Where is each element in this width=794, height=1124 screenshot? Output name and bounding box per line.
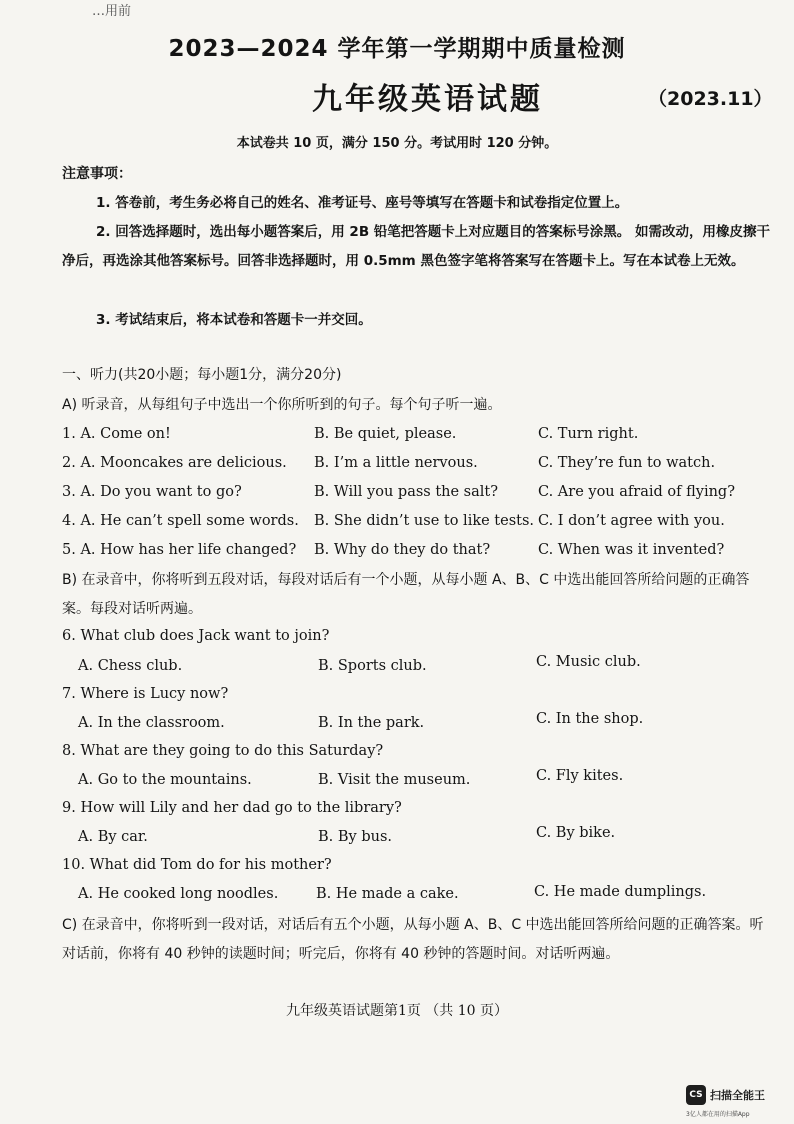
scanner-watermark (686, 1085, 786, 1121)
note-item: 3. 考试结束后，将本试卷和答题卡一并交回。 (96, 312, 372, 328)
notes-title: 注意事项： (62, 166, 132, 182)
option-a: A. He cooked long noodles. (78, 886, 279, 902)
question: 9. How will Lily and her dad go to the library? (62, 800, 402, 816)
section-heading: 一、听力(共20小题；每小题1分，满分20分) (62, 367, 342, 383)
option-c: C. He made dumplings. (534, 884, 707, 900)
watermark-tagline: 3亿人都在用的扫描App (686, 1111, 750, 1118)
part-a-row (62, 455, 762, 479)
option-a: A. Chess club. (78, 658, 183, 674)
part-a-row (62, 426, 762, 450)
option-c: C. I don’t agree with you. (538, 513, 725, 529)
option-a: 1. A. Come on! (62, 426, 171, 442)
option-a: A. In the classroom. (78, 715, 225, 731)
option-b: B. Will you pass the salt? (314, 484, 499, 500)
exam-date: （2023.11） (648, 88, 773, 110)
option-a: 3. A. Do you want to go? (62, 484, 242, 500)
part-a-row (62, 513, 762, 537)
part-a-instruction: A) 听录音，从每组句子中选出一个你所听到的句子。每个句子听一遍。 (62, 397, 502, 413)
option-c: C. Are you afraid of flying? (538, 484, 735, 500)
option-c: C. Music club. (536, 654, 641, 670)
exam-summary: 本试卷共 10 页，满分 150 分。考试用时 120 分钟。 (236, 136, 558, 151)
option-c: C. Turn right. (538, 426, 639, 442)
option-b: B. Visit the museum. (318, 772, 471, 788)
option-a: 2. A. Mooncakes are delicious. (62, 455, 287, 471)
option-c: C. Fly kites. (536, 768, 624, 784)
question: 8. What are they going to do this Saturday? (62, 743, 384, 759)
option-a: A. Go to the mountains. (78, 772, 252, 788)
watermark-name: 扫描全能王 (710, 1089, 765, 1102)
note-item: 1. 答卷前，考生务必将自己的姓名、准考证号、座号等填写在答题卡和试卷指定位置上。 (96, 195, 629, 211)
exam-subject-title: 九年级英语试题 (312, 82, 543, 117)
question: 6. What club does Jack want to join? (62, 628, 330, 644)
option-b: B. Sports club. (318, 658, 427, 674)
option-b: B. Be quiet, please. (314, 426, 457, 442)
option-c: C. When was it invented? (538, 542, 725, 558)
option-b: B. Why do they do that? (314, 542, 491, 558)
part-b-instruction: B) 在录音中，你将听到五段对话，每段对话后有一个小题，从每小题 A、B、C 中选出能回答所给问题的正确答案。每段对话听两遍。 (62, 572, 750, 617)
corner-note: …用前 (92, 4, 132, 19)
option-a: A. By car. (78, 829, 148, 845)
exam-title: 2023—2024 学年第一学期期中质量检测 (168, 36, 626, 62)
option-b: B. She didn’t use to like tests. (314, 513, 535, 529)
option-c: C. By bike. (536, 825, 616, 841)
camscanner-logo-icon: CS (686, 1085, 706, 1105)
option-a: 4. A. He can’t spell some words. (62, 513, 299, 529)
option-b: B. He made a cake. (316, 886, 459, 902)
option-b: B. By bus. (318, 829, 393, 845)
part-c-instruction: C) 在录音中，你将听到一段对话，对话后有五个小题，从每小题 A、B、C 中选出能回答所给问题的正确答案。听对话前，你将有 40 秒钟的读题时间；听完后，你将有 40 秒钟的答题时间。对话听两遍。 (62, 917, 764, 962)
question: 10. What did Tom do for his mother? (62, 857, 332, 873)
option-c: C. They’re fun to watch. (538, 455, 716, 471)
part-a-row (62, 542, 762, 566)
note-item: 2. 回答选择题时，选出每小题答案后，用 2B 铅笔把答题卡上对应题目的答案标号涂黑。 如需改动，用橡皮擦干净后，再选涂其他答案标号。回答非选择题时，用 0.5mm 黑色签字笔将答案写在答题卡上。写在本试卷上无效。 (62, 224, 771, 269)
option-b: B. In the park. (318, 715, 425, 731)
option-a: 5. A. How has her life changed? (62, 542, 297, 558)
question: 7. Where is Lucy now? (62, 686, 229, 702)
part-a-row (62, 484, 762, 508)
option-c: C. In the shop. (536, 711, 644, 727)
page-footer: 九年级英语试题第1页 （共 10 页） (285, 1003, 509, 1019)
option-b: B. I’m a little nervous. (314, 455, 478, 471)
